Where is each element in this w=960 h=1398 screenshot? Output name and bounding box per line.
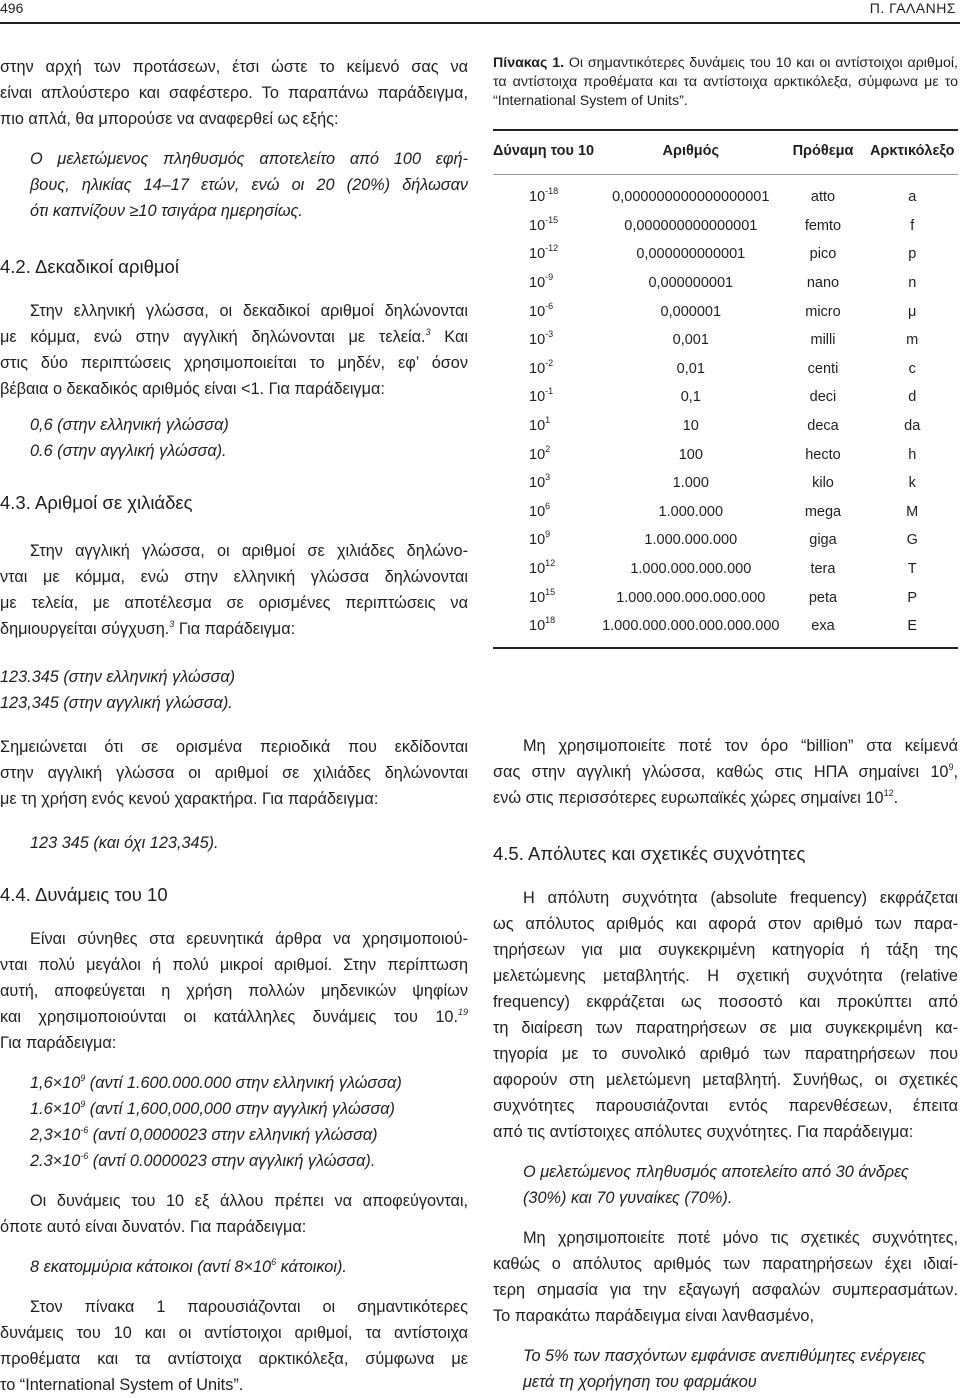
page-number: 496 [0, 0, 24, 16]
symbol-cell: c [908, 360, 916, 377]
paragraph-line [0, 324, 468, 350]
power-cell [493, 526, 602, 555]
paragraph-line: μελετώμενης μεταβλητής. Η σχετική συχνότητα (relative [493, 966, 958, 985]
text-run: Και [430, 328, 468, 346]
symbol-cell: a [908, 189, 917, 206]
table-caption [493, 54, 958, 111]
reference-sup: 3 [425, 327, 431, 337]
paragraph-line: Στην αγγλική γλώσσα, οι αριθμοί σε χιλιάδες δηλώνο- [30, 542, 468, 560]
text-run: (αντί 1.600.000.000 στην ελληνική γλώσσα) [85, 1074, 402, 1092]
text-run: (αντί 0,0000023 στην ελληνική γλώσσα) [88, 1126, 378, 1144]
symbol-cell: f [910, 217, 915, 234]
section-heading-4-5: 4.5. Απόλυτες και σχετικές συχνότητες [493, 842, 806, 864]
text-run: 2.3×10 [30, 1152, 81, 1170]
prefix-cell: exa [780, 612, 867, 648]
example-line: Ο μελετώμενος πληθυσμός αποτελείτο από 30 άνδρες [523, 1162, 909, 1181]
table-row [493, 269, 958, 298]
paragraph-line: Στον πίνακα 1 παρουσιάζονται οι σημαντικότερες [30, 1298, 468, 1316]
text-run: . [893, 788, 899, 807]
number-cell: 1.000.000.000.000 [630, 561, 752, 578]
power-exponent: 15 [545, 586, 556, 597]
table-row [493, 412, 958, 441]
table-row [493, 212, 958, 241]
caption-text: Οι σημαντικότερες δυνάμεις του 10 και οι αντίστοιχοι αριθμοί, τα αντίστοιχα προθέματα και τα αντίστοιχα αρκτικόλεξα, σύμφωνα με το “International System of Units”. [493, 55, 958, 109]
paragraph-line: τη διαίρεση των παρατηρήσεων σε μια συγκεκριμένη κα- [493, 1018, 958, 1037]
section-heading-4-4: 4.4. Δυνάμεις του 10 [0, 884, 168, 905]
paragraph-line: τερη σημασία για την εξαγωγή ασφαλών συμπερασμάτων. [493, 1280, 958, 1299]
header-rule [0, 22, 960, 24]
column-header: Αριθμός [602, 130, 779, 175]
text-run: 1.6×10 [30, 1100, 81, 1118]
prefix-cell: tera [810, 561, 836, 578]
paragraph-line: Για παράδειγμα: [0, 1034, 117, 1052]
power-exponent: 12 [545, 558, 556, 569]
paragraph-line: με τη χρήση ενός κενού χαρακτήρα. Για παράδειγμα: [0, 790, 379, 808]
text-run: Για παράδειγμα: [174, 620, 296, 638]
symbol-cell: h [908, 446, 917, 463]
paragraph-line: frequency) εκφράζεται ως ποσοστό και προκύπτει από [493, 992, 958, 1011]
power-cell [493, 555, 602, 584]
power-cell [493, 469, 602, 498]
power-cell [493, 240, 602, 269]
table-row [493, 612, 958, 648]
example-line: Το 5% των πασχόντων εμφάνισε ανεπιθύμητες ενέργειες [523, 1346, 926, 1365]
exponent: 9 [80, 1099, 86, 1109]
example-line: ότι καπνίζουν ≥10 τσιγάρα ημερησίως. [30, 202, 303, 220]
right-column [493, 54, 958, 1395]
paragraph-line: Οι δυνάμεις του 10 εξ άλλου πρέπει να αποφεύγονται, [30, 1192, 468, 1210]
number-cell: 1.000 [672, 475, 709, 492]
symbol-cell: G [906, 532, 918, 549]
symbol-cell: E [866, 612, 958, 648]
table-row [493, 526, 958, 555]
text-run: (αντί 0.0000023 στην αγγλική γλώσσα). [88, 1152, 376, 1170]
prefix-cell: micro [805, 303, 841, 320]
power-base: 10 [529, 618, 546, 635]
paragraph-line: βέβαια ο δεκαδικός αριθμός είναι <1. Για παράδειγμα: [0, 380, 385, 398]
number-cell: 0,001 [672, 332, 709, 349]
power-base: 10 [529, 303, 546, 320]
number-cell: 0,000000000000000001 [612, 189, 770, 206]
power-base: 10 [529, 446, 546, 463]
reference-sup: 19 [457, 1007, 468, 1017]
table-row [493, 175, 958, 212]
text-run: ενώ στις περισσότερες ευρωπαϊκές χώρες σημαίνει 10 [493, 788, 884, 807]
prefix-cell: femto [804, 217, 842, 234]
paragraph-line [0, 616, 468, 642]
exponent: -6 [80, 1125, 89, 1135]
table-row [493, 583, 958, 612]
power-base: 10 [529, 217, 546, 234]
text-run: 1,6×10 [30, 1074, 81, 1092]
power-cell [493, 412, 602, 441]
section-heading-4-2: 4.2. Δεκαδικοί αριθμοί [0, 256, 179, 277]
power-base: 10 [529, 360, 546, 377]
power-base: 10 [529, 532, 546, 549]
prefix-cell: atto [810, 189, 836, 206]
power-base: 10 [529, 475, 546, 492]
symbol-cell: da [904, 418, 921, 435]
prefix-cell: hecto [805, 446, 841, 463]
example-line: 123.345 (στην ελληνική γλώσσα) [0, 668, 236, 686]
power-cell [493, 212, 602, 241]
power-base: 10 [529, 275, 546, 292]
prefix-cell: milli [810, 332, 836, 349]
table-row [493, 240, 958, 269]
prefix-cell: deci [809, 389, 837, 406]
prefix-cell: pico [809, 246, 837, 263]
number-cell: 10 [682, 418, 699, 435]
prefix-cell: kilo [812, 475, 834, 492]
table-row [493, 555, 958, 584]
paragraph-line: Είναι σύνηθες στα ερευνητικά άρθρα να χρησιμοποιού- [30, 930, 468, 948]
number-cell: 0,000000001 [648, 275, 734, 292]
symbol-cell: p [908, 246, 917, 263]
symbol-cell: n [908, 275, 917, 292]
text-run: σας στην αγγλική γλώσσα, καθώς στις ΗΠΑ σημαίνει 10 [493, 762, 949, 781]
power-exponent: -15 [545, 214, 559, 225]
prefix-cell: mega [804, 503, 842, 520]
paragraph-line: Σημειώνεται ότι σε ορισμένα περιοδικά που εκδίδονται [0, 738, 468, 756]
paragraph-line: νται με κόμμα, ενώ στην ελληνική γλώσσα δηλώνονται [0, 568, 468, 586]
example-line: 0,6 (στην ελληνική γλώσσα) [30, 416, 229, 434]
power-base: 10 [529, 418, 546, 435]
power-exponent: 9 [545, 529, 551, 540]
left-column [0, 54, 468, 1398]
power-base: 10 [529, 189, 546, 206]
table-row [493, 355, 958, 384]
symbol-cell: k [908, 475, 916, 492]
paragraph-line: στην αγγλική γλώσσα οι αριθμοί σε χιλιάδες δηλώνονται [0, 764, 468, 782]
example-line: 123,345 (στην αγγλική γλώσσα). [0, 694, 233, 712]
paragraph-line [0, 1004, 468, 1030]
power-exponent: -12 [545, 243, 559, 254]
paragraph-line: προθέματα και τα αντίστοιχα αρκτικόλεξα, σύμφωνα με [0, 1350, 468, 1368]
prefix-cell: deca [807, 418, 839, 435]
section-heading-4-3: 4.3. Αριθμοί σε χιλιάδες [0, 492, 193, 513]
power-cell [493, 498, 602, 527]
text-run: δημιουργείται σύγχυση. [0, 620, 170, 638]
power-exponent: 6 [545, 500, 551, 511]
power-cell [493, 440, 602, 469]
paragraph-line: συχνότητες παρουσιάζονται εντός παρενθέσεων, έπειτα [493, 1096, 958, 1115]
symbol-cell: μ [908, 303, 917, 320]
example-line: μετά τη χορήγηση του φαρμάκου [523, 1372, 757, 1391]
number-cell: 0,000000000000001 [624, 217, 758, 234]
number-cell: 100 [678, 446, 703, 463]
prefix-cell: giga [809, 532, 837, 549]
paragraph-line: Στην ελληνική γλώσσα, οι δεκαδικοί αριθμοί δηλώνονται [30, 302, 468, 320]
example-line: (30%) και 70 γυναίκες (70%). [523, 1188, 733, 1207]
power-exponent: -9 [545, 272, 554, 283]
example-line [0, 1122, 468, 1148]
text-run: 8 εκατομμύρια κάτοικοι (αντί 8×10 [30, 1258, 272, 1276]
column-header: Δύναμη του 10 [493, 130, 602, 175]
paragraph-line: στην αρχή των προτάσεων, έτσι ώστε το κείμενό σας να [0, 58, 468, 76]
text-run: 2,3×10 [30, 1126, 81, 1144]
power-exponent: 1 [545, 415, 551, 426]
powers-of-ten-table [493, 129, 958, 649]
example-line: Ο μελετώμενος πληθυσμός αποτελείτο από 100 εφή- [30, 150, 468, 168]
number-cell: 1.000.000 [658, 503, 724, 520]
paragraph-line: δυνάμεις του 10 και οι αντίστοιχοι αριθμοί, τα αντίστοιχα [0, 1324, 468, 1342]
number-cell: 0,01 [676, 360, 705, 377]
example-line: 0.6 (στην αγγλική γλώσσα). [30, 442, 227, 460]
table-row [493, 498, 958, 527]
power-cell [493, 269, 602, 298]
example-line [0, 1096, 468, 1122]
example-line [0, 1148, 468, 1174]
table-row [493, 469, 958, 498]
paragraph-line: Το παρακάτω παράδειγμα είναι λανθασμένο, [493, 1306, 814, 1325]
paragraph-line: τηγορία με το συνολικό αριθμό των παρατηρήσεων που [493, 1044, 958, 1063]
prefix-cell: nano [806, 275, 840, 292]
table-row [493, 297, 958, 326]
symbol-cell: m [906, 332, 919, 349]
column-header: Αρκτικόλεξο [866, 130, 958, 175]
power-base: 10 [529, 246, 546, 263]
paragraph-line: τηρήσεων για μια συγκεκριμένη κατηγορία ή τάξη της [493, 940, 958, 959]
power-base: 10 [529, 589, 546, 606]
paragraph-line: καθώς ο απόλυτος αριθμός των παρατηρήσεων έχει ιδιαί- [493, 1254, 958, 1273]
reference-sup: 3 [169, 619, 175, 629]
exponent: 9 [948, 761, 954, 772]
number-cell: 0,000001 [660, 303, 722, 320]
power-base: 10 [529, 389, 546, 406]
exponent: 6 [271, 1257, 277, 1267]
power-exponent: -6 [545, 300, 554, 311]
power-exponent: 18 [545, 615, 556, 626]
text-run: κάτοικοι). [276, 1258, 347, 1276]
paragraph-line: από τις αντίστοιχες απόλυτες συχνότητες. Για παράδειγμα: [493, 1122, 914, 1141]
paragraph-line: ως απόλυτος αριθμός και αφορά στον αριθμό των παρα- [493, 914, 958, 933]
paragraph-line: νται πολύ μεγάλοι ή πολύ μικροί αριθμοί. Στην περίπτωση [0, 956, 468, 974]
text-run: με κόμμα, ενώ στην αγγλική δηλώνονται με τελεία. [0, 328, 426, 346]
power-exponent: -18 [545, 186, 559, 197]
power-cell [493, 583, 602, 612]
column-header: Πρόθεμα [780, 130, 867, 175]
number-cell: 1.000.000.000.000.000 [616, 589, 766, 606]
number-cell: 1.000.000.000 [644, 532, 738, 549]
power-cell [493, 355, 602, 384]
paragraph-line [493, 785, 958, 811]
example-line: 123 345 (και όχι 123,345). [30, 834, 219, 852]
symbol-cell: T [907, 561, 917, 578]
text-run: , [953, 762, 958, 781]
power-base: 10 [529, 503, 546, 520]
prefix-cell: peta [808, 589, 838, 606]
number-cell: 1.000.000.000.000.000.000 [602, 612, 779, 648]
table-row [493, 383, 958, 412]
table-row [493, 440, 958, 469]
paragraph-line: το “International System of Units”. [0, 1376, 244, 1394]
table-body [493, 175, 958, 648]
exponent: 9 [80, 1073, 86, 1083]
power-cell [493, 612, 602, 648]
example-line: βους, ηλικίας 14‒17 ετών, ενώ οι 20 (20%) δήλωσαν [30, 176, 468, 194]
number-cell: 0,000000000001 [636, 246, 746, 263]
power-exponent: -2 [545, 357, 554, 368]
paragraph-line: Μη χρησιμοποιείτε ποτέ τον όρο “billion” στα κείμενά [523, 736, 958, 755]
paragraph-line: πιο απλά, θα μπορούσε να αναφερθεί ως εξής: [0, 110, 339, 128]
power-cell [493, 383, 602, 412]
example-line [0, 1070, 468, 1096]
symbol-cell: M [906, 503, 919, 520]
text-run: (αντί 1,600,000,000 στην αγγλική γλώσσα) [85, 1100, 395, 1118]
power-base: 10 [529, 332, 546, 349]
paragraph-line: είναι απλούστερο και σαφέστερο. Το παραπάνω παράδειγμα, [0, 84, 468, 102]
power-exponent: -1 [545, 386, 554, 397]
exponent: 12 [883, 787, 894, 798]
power-base: 10 [529, 561, 546, 578]
paragraph-line: Μη χρησιμοποιείτε ποτέ μόνο τις σχετικές συχνότητες, [523, 1228, 958, 1247]
prefix-cell: centi [807, 360, 839, 377]
power-exponent: -3 [545, 329, 554, 340]
example-line [0, 1254, 468, 1280]
exponent: -6 [80, 1151, 89, 1161]
paragraph-line: όποτε αυτό είναι δυνατόν. Για παράδειγμα: [0, 1218, 307, 1236]
table-row [493, 326, 958, 355]
table-header-row [493, 130, 958, 175]
paragraph-line: Η απόλυτη συχνότητα (absolute frequency) εκφράζεται [523, 888, 958, 907]
symbol-cell: d [908, 389, 917, 406]
caption-label: Πίνακας 1. [493, 55, 565, 71]
paragraph-line [493, 759, 958, 785]
paragraph-line: με τελεία, με αποτέλεσμα σε ορισμένες περιπτώσεις να [0, 594, 468, 612]
power-cell [493, 297, 602, 326]
power-exponent: 2 [545, 443, 551, 454]
power-exponent: 3 [545, 472, 551, 483]
paragraph-line: αυτή, αποφεύγεται η χρήση πολλών μηδενικών ψηφίων [0, 982, 468, 1000]
number-cell: 0,1 [680, 389, 701, 406]
text-run: και χρησιμοποιούνται οι κατάλληλες δυνάμεις του 10. [0, 1008, 458, 1026]
power-cell [493, 326, 602, 355]
running-header-author: Π. ΓΑΛΑΝΗΣ [869, 0, 956, 16]
power-cell [493, 175, 602, 212]
paragraph-line: αφορούν στη μελετώμενη μεταβλητή. Συνήθως, οι σχετικές [493, 1070, 958, 1089]
symbol-cell: P [907, 589, 918, 606]
paragraph-line: στις δύο περιπτώσεις χρησιμοποιείται το μηδέν, εφ’ όσον [0, 354, 468, 372]
